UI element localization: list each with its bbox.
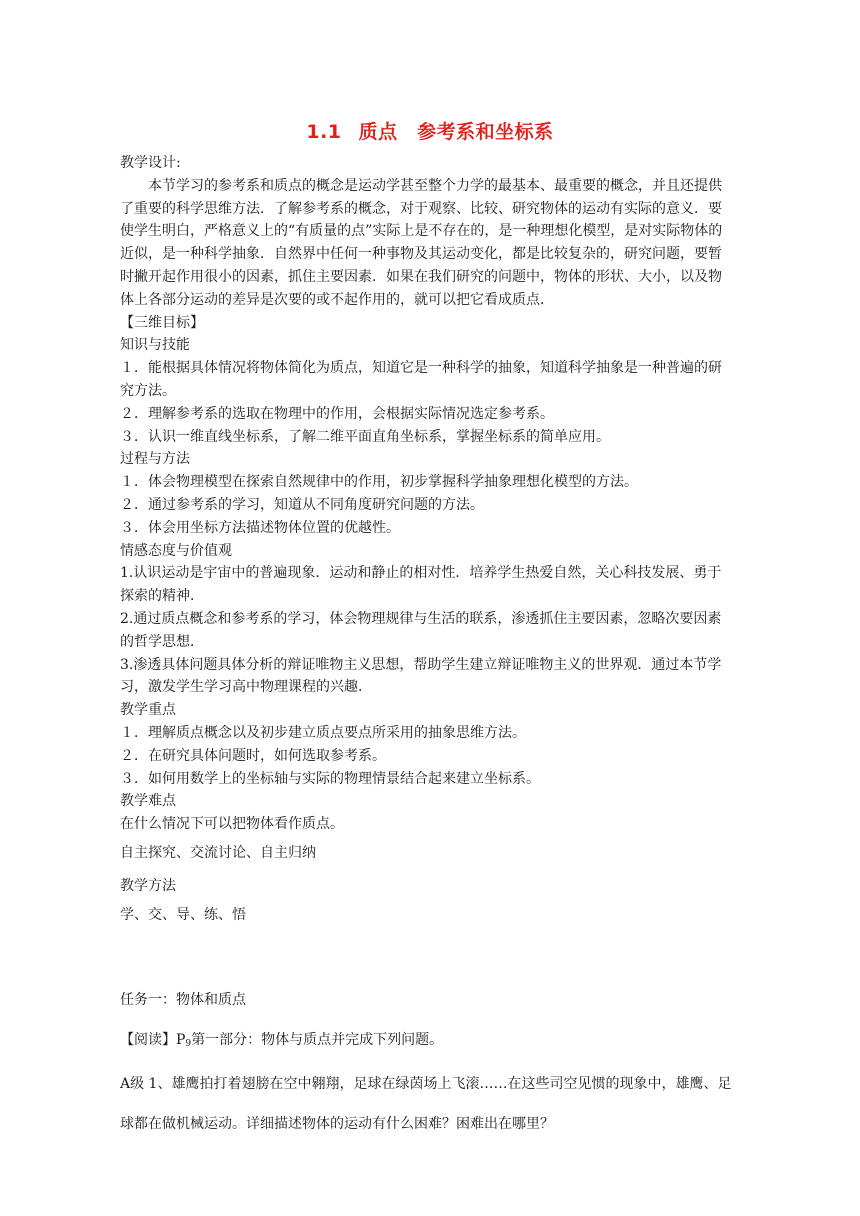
process-item: ３．体会用坐标方法描述物体位置的优越性。 — [120, 519, 400, 536]
knowledge-heading: 知识与技能 — [120, 337, 190, 354]
design-paragraph: 本节学习的参考系和质点的概念是运动学甚至整个力学的最基本、最重要的概念，并且还提供了重要的科学思维方法．了解参考系的概念，对于观察、比较、研究物体的运动有实际的意义．要使学生明白，严格意义上的“有质量的点”实际上是不存在的，是一种理想化模型，是对实际物体的近似，是一种科学抽象．自然界中任何一种事物及其运动变化，都是比较复杂的，研究问题，要暂时撇开起作用很小的因素，抓住主要因素．如果在我们研究的问题中，物体的形状、大小，以及物体上各部分运动的差异是次要的或不起作用的，就可以把它看成质点． — [120, 177, 723, 308]
document-body — [120, 152, 732, 1144]
method-heading: 教学方法 — [120, 877, 176, 894]
reading-instruction — [120, 1020, 732, 1064]
knowledge-item: １．能根据具体情况将物体简化为质点，知道它是一种科学的抽象，知道科学抽象是一种普遍的研究方法。 — [120, 360, 722, 399]
difficulty-heading: 教学难点 — [120, 793, 176, 810]
question-a1: A级 1、雄鹰拍打着翅膀在空中翱翔，足球在绿茵场上飞滚……在这些司空见惯的现象中，雄鹰、足球都在做机械运动。详细描述物体的运动有什么困难？困难出在哪里？ — [120, 1076, 732, 1133]
process-item: １．体会物理模型在探索自然规律中的作用，初步掌握科学抽象理想化模型的方法。 — [120, 474, 638, 491]
knowledge-item: ３．认识一维直线坐标系，了解二维平面直角坐标系，掌握坐标系的简单应用。 — [120, 428, 610, 445]
design-heading: 教学设计: — [120, 155, 181, 171]
process-item: ２．通过参考系的学习，知道从不同角度研究问题的方法。 — [120, 496, 484, 513]
emotion-item: 1.认识运动是宇宙中的普遍现象．运动和静止的相对性．培养学生热爱自然，关心科技发展、勇于探索的精神． — [120, 565, 722, 605]
reading-text: 第一部分：物体与质点并完成下列问题。 — [191, 1032, 444, 1049]
goals-heading: 【三维目标】 — [120, 314, 204, 331]
task-heading: 任务一：物体和质点 — [120, 992, 246, 1009]
activity-text: 自主探究、交流讨论、自主归纳 — [120, 844, 316, 861]
reading-prefix: 【阅读】P — [120, 1032, 186, 1049]
knowledge-item: ２．理解参考系的选取在物理中的作用，会根据实际情况选定参考系。 — [120, 405, 554, 422]
emotion-item: 3.渗透具体问题具体分析的辩证唯物主义思想，帮助学生建立辩证唯物主义的世界观．通过本节学习，激发学生学习高中物理课程的兴趣． — [120, 656, 722, 696]
emotion-item: 2.通过质点概念和参考系的学习，体会物理规律与生活的联系，渗透抓住主要因素，忽略次要因素的哲学思想． — [120, 610, 722, 650]
key-point-item: １．理解质点概念以及初步建立质点要点所采用的抽象思维方法。 — [120, 724, 526, 741]
key-point-item: ２．在研究具体问题时，如何选取参考系。 — [120, 747, 386, 764]
key-points-heading: 教学重点 — [120, 702, 176, 719]
method-text: 学、交、导、练、悟 — [120, 906, 246, 923]
reading-page-number: 9 — [185, 1039, 192, 1050]
emotion-heading: 情感态度与价值观 — [120, 542, 232, 559]
key-point-item: ３．如何用数学上的坐标轴与实际的物理情景结合起来建立坐标系。 — [120, 770, 540, 787]
task-section — [120, 980, 732, 1144]
document-title: 1.1 质点 参考系和坐标系 — [306, 121, 554, 143]
process-heading: 过程与方法 — [120, 451, 190, 468]
difficulty-text: 在什么情况下可以把物体看作质点。 — [120, 816, 344, 833]
